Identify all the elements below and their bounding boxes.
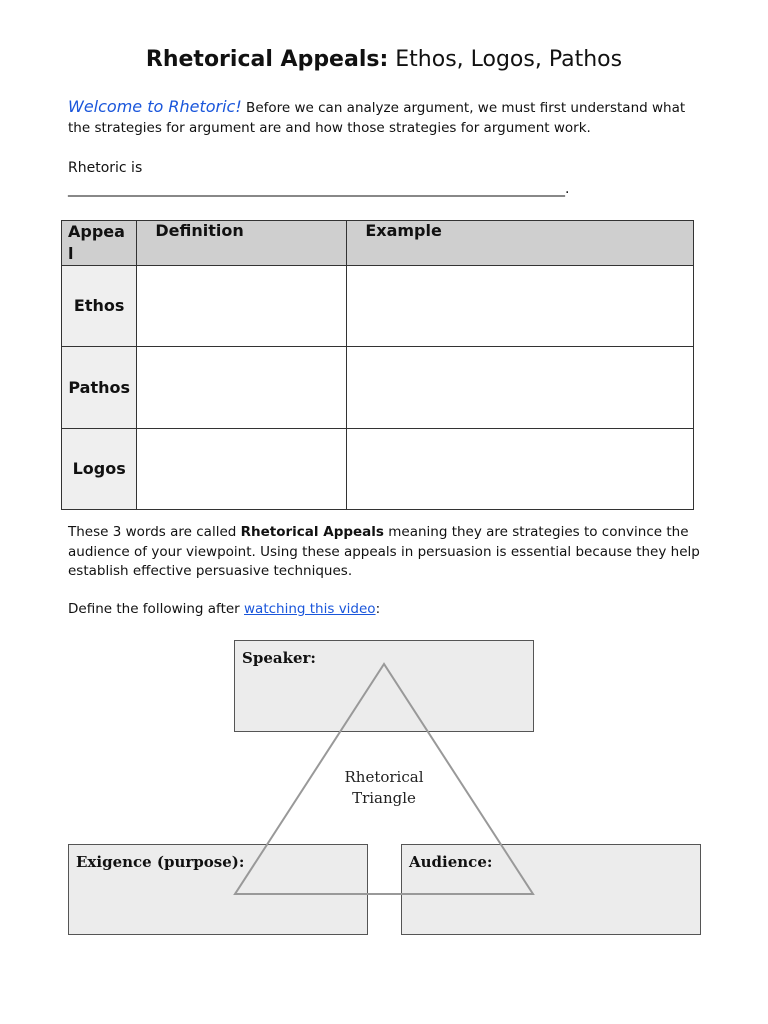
- appeal-cell-pathos: Pathos: [62, 347, 137, 429]
- welcome-link[interactable]: Welcome to Rhetoric!: [68, 97, 242, 116]
- definition-cell-ethos[interactable]: [137, 266, 347, 347]
- appeal-cell-logos: Logos: [62, 429, 137, 510]
- example-cell-pathos[interactable]: [347, 347, 694, 429]
- table-row: [62, 429, 694, 510]
- audience-box[interactable]: [401, 844, 701, 935]
- rhetoric-blank-line[interactable]: _______________________________________________________________________.: [68, 181, 570, 197]
- appeals-paragraph: [68, 523, 708, 582]
- table-row: [62, 266, 694, 347]
- header-definition: Definition: [137, 221, 347, 266]
- example-cell-ethos[interactable]: [347, 266, 694, 347]
- define-before: Define the following after: [68, 601, 245, 617]
- audience-label: Audience:: [409, 853, 493, 871]
- page-title: [0, 45, 768, 75]
- triangle-label: [310, 767, 458, 809]
- define-instruction: [68, 600, 380, 620]
- appeals-table: [61, 220, 694, 510]
- rhetoric-is-label: Rhetoric is: [68, 160, 143, 176]
- para-after: meaning they are strategies to convince the audience of your viewpoint. Using these appeals in persuasion is essential because they help establish effective persuasive techniques.: [68, 524, 700, 579]
- example-cell-logos[interactable]: [347, 429, 694, 510]
- table-header-row: [62, 221, 694, 266]
- para-before: These 3 words are called: [68, 524, 241, 540]
- triangle-label-line1: Rhetorical: [344, 768, 424, 786]
- define-after: :: [375, 601, 381, 617]
- video-link[interactable]: watching this video: [244, 601, 376, 617]
- table-row: [62, 347, 694, 429]
- triangle-label-line2: Triangle: [352, 789, 416, 807]
- intro-paragraph: [68, 97, 708, 138]
- appeal-cell-ethos: Ethos: [62, 266, 137, 347]
- para-bold: Rhetorical Appeals: [240, 524, 384, 540]
- speaker-label: Speaker:: [242, 649, 316, 667]
- exigence-box[interactable]: [68, 844, 368, 935]
- header-appeal: Appeal: [62, 221, 137, 266]
- definition-cell-pathos[interactable]: [137, 347, 347, 429]
- speaker-box[interactable]: [234, 640, 534, 732]
- header-example: Example: [347, 221, 694, 266]
- title-bold: Rhetorical Appeals:: [145, 47, 389, 72]
- definition-cell-logos[interactable]: [137, 429, 347, 510]
- title-rest: Ethos, Logos, Pathos: [388, 47, 623, 72]
- intro-text: Before we can analyze argument, we must first understand what the strategies for argument are and how those strategies for argument work.: [68, 100, 686, 136]
- exigence-label: Exigence (purpose):: [76, 853, 245, 871]
